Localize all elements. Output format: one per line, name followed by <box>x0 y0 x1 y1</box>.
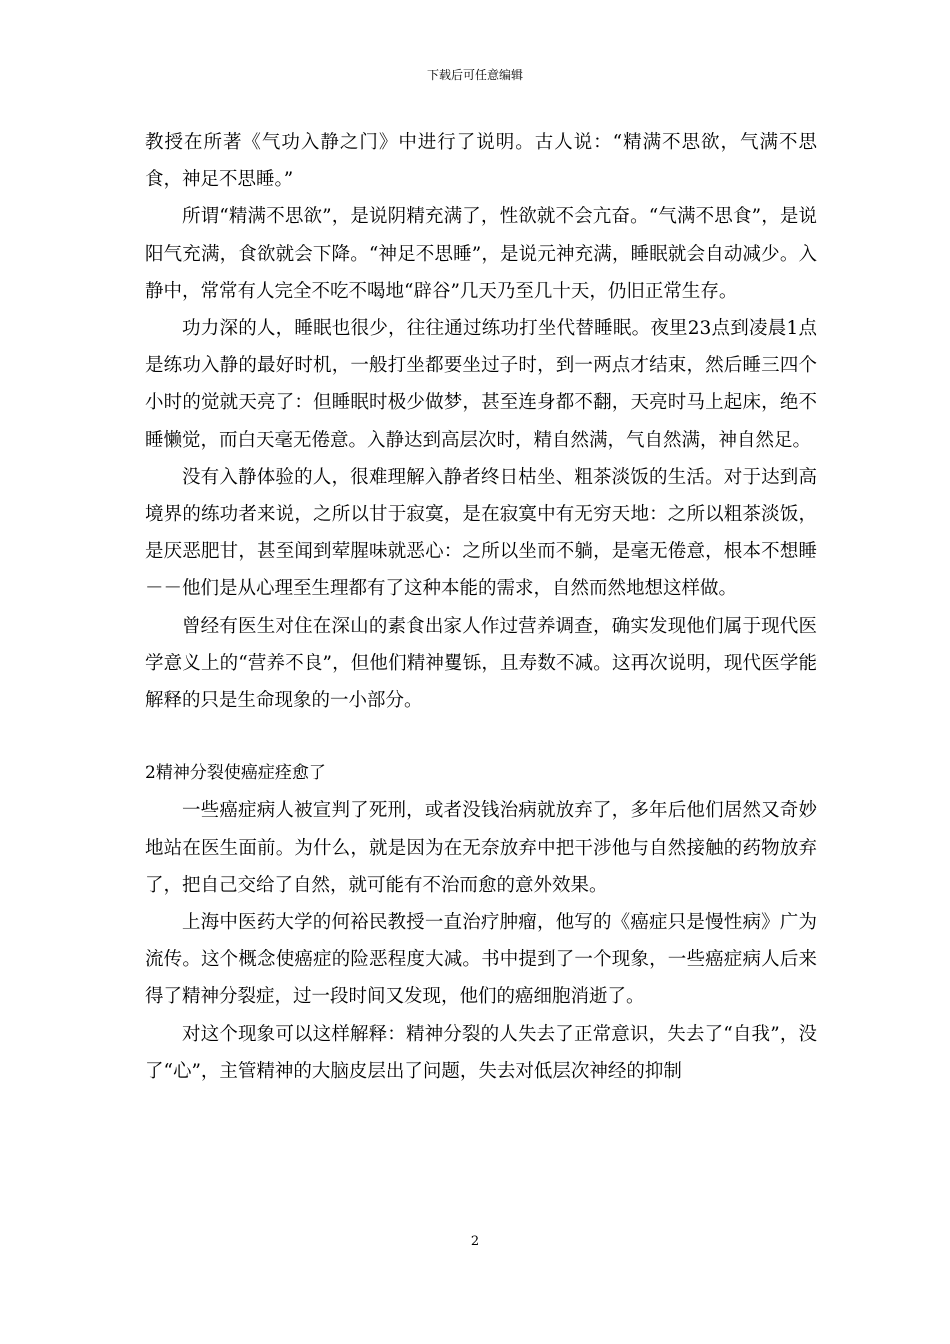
paragraph: 对这个现象可以这样解释：精神分裂的人失去了正常意识，失去了“自我”，没了“心”，主管精神的大脑皮层出了问题，失去对低层次神经的抑制 <box>145 1023 817 1082</box>
page-number: 2 <box>470 1234 480 1249</box>
paragraph: 功力深的人，睡眠也很少，往往通过练功打坐代替睡眠。夜里23点到凌晨1点是练功入静的最好时机，一般打坐都要坐过子时，到一两点才结束，然后睡三四个小时的觉就天亮了：但睡眠时极少做梦，甚至连身都不翻，天亮时马上起床，绝不睡懒觉，而白天毫无倦意。入静达到高层次时，精自然满，气自然满，神自然足。 <box>145 318 817 451</box>
paragraph: 上海中医药大学的何裕民教授一直治疗肿瘤，他写的《癌症只是慢性病》广为流传。这个概念使癌症的险恶程度大减。书中提到了一个现象，一些癌症病人后来得了精神分裂症，过一段时间又发现，他们的癌细胞消逝了。 <box>145 912 817 1008</box>
paragraph-continued: 教授在所著《气功入静之门》中进行了说明。古人说：“精满不思欲，气满不思食，神足不思睡。” <box>145 132 817 191</box>
paragraph: 曾经有医生对住在深山的素食出家人作过营养调查，确实发现他们属于现代医学意义上的“营养不良”，但他们精神矍铄，且寿数不减。这再次说明，现代医学能解释的只是生命现象的一小部分。 <box>145 615 817 712</box>
section-spacer <box>145 719 817 755</box>
section-heading: 2精神分裂使癌症痊愈了 <box>145 763 326 784</box>
page-header <box>0 68 950 82</box>
page-footer <box>0 1234 950 1250</box>
document-body <box>145 124 817 1090</box>
paragraph: 没有入静体验的人，很难理解入静者终日枯坐、粗茶淡饭的生活。对于达到高境界的练功者来说，之所以甘于寂寞，是在寂寞中有无穷天地：之所以粗茶淡饭，是厌恶肥甘，甚至闻到荤腥味就恶心：之所以坐而不躺，是毫无倦意，根本不想睡－－他们是从心理至生理都有了这种本能的需求，自然而然地想这样做。 <box>145 466 817 600</box>
paragraph: 所谓“精满不思欲”，是说阴精充满了，性欲就不会亢奋。“气满不思食”，是说阳气充满，食欲就会下降。“神足不思睡”，是说元神充满，睡眠就会自动减少。入静中，常常有人完全不吃不喝地“辟谷”几天乃至几十天，仍旧正常生存。 <box>145 206 817 302</box>
header-text: 下载后可任意编辑 <box>426 68 523 82</box>
paragraph: 一些癌症病人被宣判了死刑，或者没钱治病就放弃了，多年后他们居然又奇妙地站在医生面前。为什么，就是因为在无奈放弃中把干涉他与自然接触的药物放弃了，把自己交给了自然，就可能有不治而愈的意外效果。 <box>145 800 817 896</box>
